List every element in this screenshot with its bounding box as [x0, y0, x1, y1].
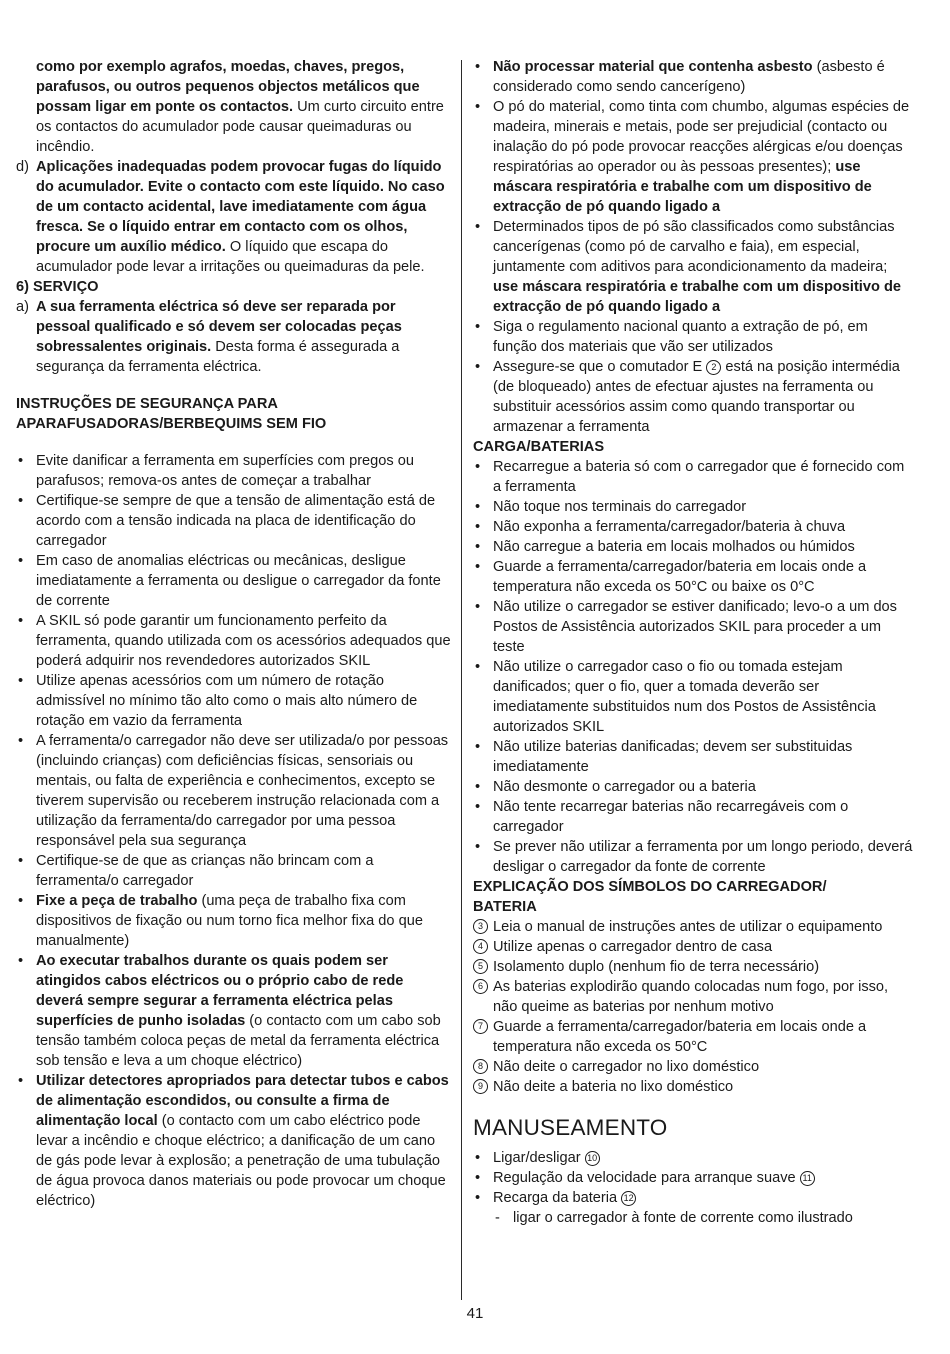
dust-item-2-bold: use máscara respiratória e trabalhe com um dispositivo de extracção de pó quando ligado a [493, 279, 901, 315]
symbol-text: Guarde a ferramenta/carregador/bateria em locais onde a temperatura não exceda os 50°C [493, 1019, 867, 1055]
list-item: • Em caso de anomalias eléctricas ou mecânicas, desligue imediatamente a ferramenta ou desligue o carregador da fonte de corrente [16, 551, 454, 611]
symbols-list [473, 917, 913, 1097]
charging-bullet-list [473, 457, 913, 877]
fix-workpiece-item [16, 891, 454, 951]
symbol-item [473, 957, 913, 977]
handling-item [473, 1168, 913, 1188]
list-item: • Não exponha a ferramenta/carregador/bateria à chuva [473, 517, 913, 537]
symbol-item [473, 917, 913, 937]
safety-heading-line-1: INSTRUÇÕES DE SEGURANÇA PARA [16, 396, 278, 412]
hidden-cable-item [16, 951, 454, 1071]
detector-bold: Utilizar detectores apropriados para detectar tubos e cabos de alimentação escondidos, ou consulte a firma de alimentação local [36, 1073, 449, 1129]
column-divider [461, 60, 462, 1300]
list-item: • Utilize apenas acessórios com um número de rotação admissível no mínimo tão alto como o mais alto número de rotação em vazio da ferramenta [16, 671, 454, 731]
service-heading: 6) SERVIÇO [16, 279, 99, 295]
left-column [16, 57, 454, 1211]
circled-number: 12 [621, 1191, 636, 1206]
handling-item [473, 1148, 913, 1168]
dust-item-2-text: Determinados tipos de pó são classificados como substâncias cancerígenas (como pó de carvalho e faia), em especial, juntamente com aditivos para acondicionamento da madeira; [493, 219, 895, 275]
symbol-text: Não deite a bateria no lixo doméstico [493, 1079, 734, 1095]
list-item: • Não toque nos terminais do carregador [473, 497, 913, 517]
page-number: 41 [466, 1305, 484, 1322]
list-item: • Se prever não utilizar a ferramenta por um longo periodo, deverá desligar o carregador da fonte de corrente [473, 837, 913, 877]
symbols-heading-line-1: EXPLICAÇÃO DOS SÍMBOLOS DO CARREGADOR/ [473, 879, 827, 895]
circled-number: 9 [473, 1079, 488, 1094]
handling-heading: MANUSEAMENTO [473, 1115, 668, 1140]
handling-item-text: Regulação da velocidade para arranque suave [493, 1170, 800, 1186]
symbol-text: Isolamento duplo (nenhum fio de terra necessário) [493, 959, 820, 975]
circled-number: 11 [800, 1171, 815, 1186]
list-item: • Não utilize o carregador se estiver danificado; levo-o a um dos Postos de Assistência autorizados SKIL para proceder a um teste [473, 597, 913, 657]
dust-item-1 [473, 97, 913, 217]
handling-item-text: Recarga da bateria [493, 1190, 622, 1206]
item-d-text: O líquido que escapa do acumulador pode levar a irritações ou queimaduras da pele. [36, 239, 425, 275]
item-a [16, 297, 454, 377]
switch-text-post: está na posição intermédia (de bloqueado) antes de efectuar ajustes na ferramenta ou substituir acessórios assim como quando transportar ou armazenar a ferramenta [493, 359, 900, 435]
detector-text: (o contacto com um cabo eléctrico pode levar a incêndio e choque eléctrico; a danificação de um cano de gás pode levar à explosão; a penetração de uma tubulação de água provoca danos materiais ou pode provocar um choque eléctrico) [36, 1113, 446, 1209]
dust-item-1-bold: use máscara respiratória e trabalhe com um dispositivo de extracção de pó quando ligado a [493, 159, 872, 215]
dust-item-2 [473, 217, 913, 317]
hidden-cable-bold: Ao executar trabalhos durante os quais podem ser atingidos cabos eléctricos ou o próprio cabo de rede deverá sempre segurar a ferramenta eléctrica pelas superfícies de punho isoladas [36, 953, 404, 1029]
handling-sub-item: - ligar o carregador à fonte de corrente como ilustrado [473, 1208, 913, 1228]
item-a-label: a) [16, 299, 29, 315]
symbol-text: Utilize apenas o carregador dentro de casa [493, 939, 773, 955]
list-item: • Não utilize o carregador caso o fio ou tomada estejam danificados; quer o fio, quer a tomada deverão ser imediatamente substituidos num dos Postos de Assistência autorizados SKIL [473, 657, 913, 737]
asbestos-bold: Não processar material que contenha asbesto [493, 59, 813, 75]
symbol-text: Leia o manual de instruções antes de utilizar o equipamento [493, 919, 883, 935]
fix-workpiece-text: (uma peça de trabalho fixa com dispositivos de fixação ou num torno fica melhor fixa do que manualmente) [36, 893, 423, 949]
circled-number: 5 [473, 959, 488, 974]
symbol-item [473, 937, 913, 957]
circled-number: 3 [473, 919, 488, 934]
safety-heading [16, 394, 454, 434]
safety-heading-line-2: APARAFUSADORAS/BERBEQUIMS SEM FIO [16, 416, 327, 432]
circled-number: 10 [585, 1151, 600, 1166]
hidden-cable-text: (o contacto com um cabo sob tensão também coloca peças de metal da ferramenta eléctrica sob tensão e leva a um choque eléctrico) [36, 1013, 441, 1069]
regulation-item: • Siga o regulamento nacional quanto a extração de pó, em função dos materiais que vão ser utilizados [473, 317, 913, 357]
item-a-text: Desta forma é assegurada a segurança da ferramenta eléctrica. [36, 339, 400, 375]
dust-item-1-text: O pó do material, como tinta com chumbo, algumas espécies de madeira, minerais e metais, pode ser prejudicial (contacto ou inalação do pó pode provocar reacções alérgicas e/ou doenças respiratórias ao operador ou às pessoas presentes); [493, 99, 910, 175]
item-d-label: d) [16, 159, 29, 175]
list-item: • Certifique-se de que as crianças não brincam com a ferramenta/o carregador [16, 851, 454, 891]
symbols-heading-line-2: BATERIA [473, 899, 537, 915]
circled-number: 4 [473, 939, 488, 954]
safety-bullet-list [16, 451, 454, 1211]
symbol-item [473, 1017, 913, 1057]
list-item: • Não utilize baterias danificadas; devem ser substituidas imediatamente [473, 737, 913, 777]
battery-intro-paragraph [16, 57, 454, 157]
item-a-bold: A sua ferramenta eléctrica só deve ser reparada por pessoal qualificado e só devem ser colocadas peças sobressalentes originais. [36, 299, 402, 355]
detector-item [16, 1071, 454, 1211]
circled-number: 6 [473, 979, 488, 994]
symbol-item [473, 977, 913, 1017]
fix-workpiece-bold: Fixe a peça de trabalho [36, 893, 198, 909]
right-column [473, 57, 913, 1228]
list-item: • Guarde a ferramenta/carregador/bateria em locais onde a temperatura não exceda os 50°C ou baixe os 0°C [473, 557, 913, 597]
list-item: • Certifique-se sempre de que a tensão de alimentação está de acordo com a tensão indicada na placa de identificação do carregador [16, 491, 454, 551]
list-item: • A ferramenta/o carregador não deve ser utilizada/o por pessoas (incluindo crianças) com deficiências físicas, sensoriais ou mentais, ou falta de experiência e conhecimentos, excepto se tiverem supervisão ou receberem instrução relacionada com a utilização da ferramenta/do carregador por uma pessoa responsável pela sua segurança [16, 731, 454, 851]
asbestos-item [473, 57, 913, 97]
asbestos-text: (asbesto é considerado como sendo cancerígeno) [493, 59, 885, 95]
list-item: • Evite danificar a ferramenta em superfícies com pregos ou parafusos; remova-os antes de começar a trabalhar [16, 451, 454, 491]
list-item: • Não carregue a bateria em locais molhados ou húmidos [473, 537, 913, 557]
item-d-bold: Aplicações inadequadas podem provocar fugas do líquido do acumulador. Evite o contacto com este líquido. No caso de um contacto acidental, lave imediatamente com água fresca. Se o líquido entrar em contacto com os olhos, procure um auxílio médico. [36, 159, 445, 255]
handling-list [473, 1148, 913, 1228]
circled-number: 2 [706, 360, 721, 375]
list-item: • Não tente recarregar baterias não recarregáveis com o carregador [473, 797, 913, 837]
charging-heading: CARGA/BATERIAS [473, 439, 605, 455]
switch-text-pre: Assegure-se que o comutador E [493, 359, 707, 375]
symbol-item [473, 1077, 913, 1097]
handling-item [473, 1188, 913, 1208]
list-item: • Não desmonte o carregador ou a bateria [473, 777, 913, 797]
circled-number: 8 [473, 1059, 488, 1074]
list-item: • Recarregue a bateria só com o carregador que é fornecido com a ferramenta [473, 457, 913, 497]
symbols-heading [473, 877, 913, 917]
circled-number: 7 [473, 1019, 488, 1034]
symbol-text: Não deite o carregador no lixo doméstico [493, 1059, 760, 1075]
list-item: • A SKIL só pode garantir um funcionamento perfeito da ferramenta, quando utilizada com os acessórios adequados que poderá adquirir nos revendedores autorizados SKIL [16, 611, 454, 671]
switch-item [473, 357, 913, 437]
battery-intro-bold: como por exemplo agrafos, moedas, chaves, pregos, parafusos, ou outros pequenos objectos metálicos que possam ligar em ponte os contactos. [36, 59, 420, 115]
battery-intro-text: Um curto circuito entre os contactos do acumulador pode causar queimaduras ou incêndio. [36, 99, 444, 155]
item-d [16, 157, 454, 277]
symbol-item [473, 1057, 913, 1077]
handling-item-text: Ligar/desligar [493, 1150, 585, 1166]
symbol-text: As baterias explodirão quando colocadas num fogo, por isso, não queime as baterias por nenhum motivo [493, 979, 889, 1015]
